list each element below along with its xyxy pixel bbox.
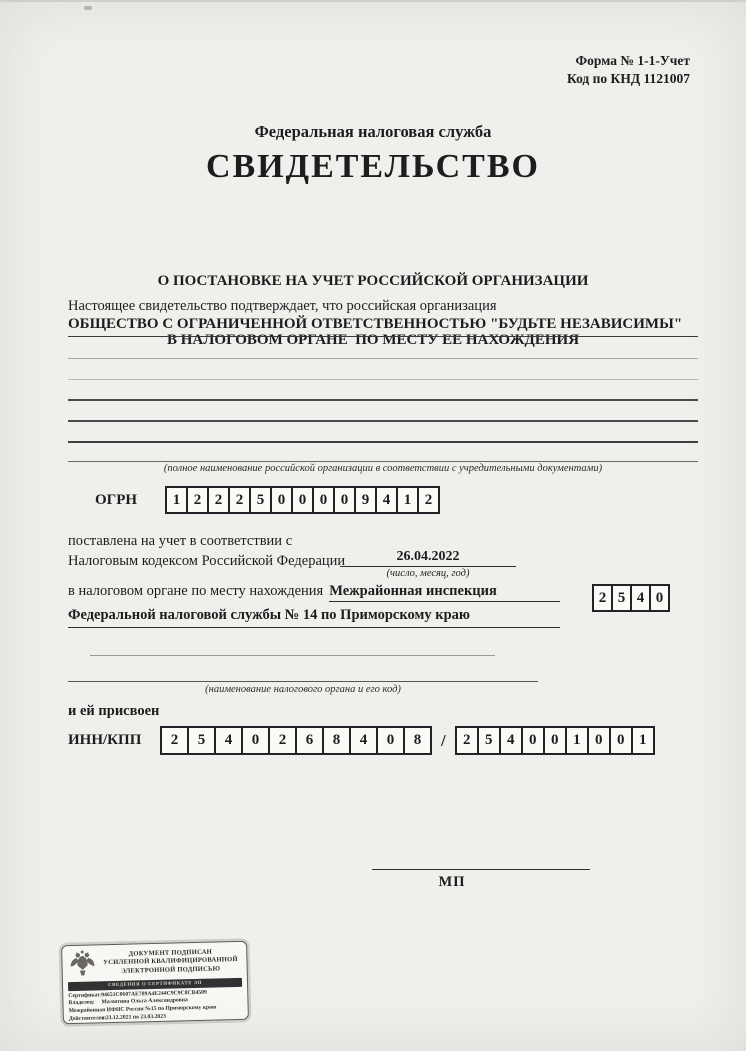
digit-cell: 1 bbox=[396, 488, 417, 512]
digit-cell: 2 bbox=[417, 488, 438, 512]
scan-speck-artifact bbox=[84, 6, 92, 10]
digit-cell: 8 bbox=[403, 728, 430, 753]
digit-cell: 8 bbox=[322, 728, 349, 753]
stamp-header-line-2: УСИЛЕННОЙ КВАЛИФИЦИРОВАННОЙ bbox=[103, 956, 238, 967]
ogrn-digit-boxes bbox=[165, 486, 440, 514]
blank-line bbox=[68, 358, 698, 359]
digit-cell: 5 bbox=[477, 728, 499, 753]
tax-office-code-boxes bbox=[592, 584, 670, 612]
knd-code: Код по КНД 1121007 bbox=[566, 71, 690, 87]
electronic-signature-stamp bbox=[61, 941, 249, 1025]
digit-cell: 4 bbox=[499, 728, 521, 753]
tax-office-line-1 bbox=[68, 583, 560, 602]
subtitle-line-2: В НАЛОГОВОМ ОРГАНЕ ПО МЕСТУ ЕЕ НАХОЖДЕНИЯ bbox=[166, 331, 580, 348]
stamp-row-label: Сертификат: bbox=[68, 991, 103, 999]
inn-kpp-row bbox=[68, 726, 655, 755]
stamp-details bbox=[67, 988, 244, 1024]
organization-name: ОБЩЕСТВО С ОГРАНИЧЕННОЙ ОТВЕТСТВЕННОСТЬЮ "БУДЬТЕ НЕЗАВИСИМЫ" bbox=[68, 316, 698, 337]
digit-cell: 0 bbox=[270, 488, 291, 512]
digit-cell: 9 bbox=[354, 488, 375, 512]
agency-name: Федеральная налоговая служба bbox=[254, 122, 492, 141]
stamp-certificate-bar: СВЕДЕНИЯ О СЕРТИФИКАТЕ ЭП bbox=[68, 978, 242, 991]
blank-line bbox=[68, 379, 698, 380]
form-number: Форма № 1-1-Учет bbox=[575, 53, 690, 68]
intro-text: Настоящее свидетельство подтверждает, что российская организация bbox=[68, 298, 497, 314]
stamp-row-label: Действителен: bbox=[68, 1015, 107, 1023]
digit-cell: 5 bbox=[187, 728, 214, 753]
digit-cell: 6 bbox=[295, 728, 322, 753]
seal-signature-line bbox=[372, 869, 590, 870]
blank-line bbox=[68, 681, 538, 682]
stamp-header-text bbox=[98, 948, 243, 977]
digit-cell: 0 bbox=[241, 728, 268, 753]
digit-cell: 0 bbox=[291, 488, 312, 512]
stamp-row-value: с 23.12.2021 по 23.03.2023 bbox=[101, 1014, 167, 1022]
registered-line-1: поставлена на учет в соответствии с bbox=[68, 533, 293, 549]
ogrn-row bbox=[95, 486, 440, 514]
stamp-row-value: 94651C0607AE789A4E244C9C9C8CB4509 bbox=[101, 989, 207, 998]
digit-cell: 2 bbox=[268, 728, 295, 753]
digit-cell: 2 bbox=[186, 488, 207, 512]
digit-cell: 0 bbox=[312, 488, 333, 512]
seal-placeholder-label: МП bbox=[438, 874, 466, 890]
kpp-digit-boxes bbox=[455, 726, 655, 755]
blank-line bbox=[68, 461, 698, 462]
digit-cell: 2 bbox=[228, 488, 249, 512]
digit-cell: 1 bbox=[565, 728, 587, 753]
stamp-row-value: Межрайонная ИФНС России №15 по Приморскому краю bbox=[68, 1004, 217, 1015]
digit-cell: 0 bbox=[333, 488, 354, 512]
double-headed-eagle-icon bbox=[66, 948, 99, 980]
digit-cell: 4 bbox=[375, 488, 396, 512]
tax-office-label: в налоговом органе по месту нахождения bbox=[68, 583, 324, 599]
digit-cell: 4 bbox=[214, 728, 241, 753]
digit-cell: 4 bbox=[630, 586, 649, 610]
digit-cell: 0 bbox=[609, 728, 631, 753]
digit-cell: 2 bbox=[170, 732, 179, 748]
digit-cell: 1 bbox=[172, 492, 181, 508]
stamp-header-line-1: ДОКУМЕНТ ПОДПИСАН bbox=[128, 948, 213, 958]
tax-office-value-2: Федеральной налоговой службы № 14 по Приморскому краю bbox=[68, 607, 560, 628]
assigned-label: и ей присвоен bbox=[68, 703, 160, 719]
stamp-row-value: Малютина Ольга Александровна bbox=[101, 997, 188, 1006]
registered-line-2: Налоговым кодексом Российской Федерации bbox=[68, 553, 346, 569]
document-title: СВИДЕТЕЛЬСТВО bbox=[206, 148, 540, 185]
blank-line bbox=[68, 420, 698, 422]
registration-date: 26.04.2022 bbox=[340, 549, 516, 567]
stamp-header-block bbox=[66, 945, 243, 980]
digit-cell: 0 bbox=[376, 728, 403, 753]
date-caption: (число, месяц, год) bbox=[386, 568, 470, 579]
digit-cell: 0 bbox=[649, 586, 668, 610]
digit-cell: 2 bbox=[462, 732, 471, 748]
digit-cell: 0 bbox=[521, 728, 543, 753]
inn-digit-boxes bbox=[160, 726, 432, 755]
digit-cell: 0 bbox=[543, 728, 565, 753]
subtitle-line-1: О ПОСТАНОВКЕ НА УЧЕТ РОССИЙСКОЙ ОРГАНИЗАЦИИ bbox=[157, 273, 589, 289]
form-info bbox=[567, 52, 690, 88]
inn-kpp-separator: / bbox=[441, 730, 446, 750]
digit-cell: 1 bbox=[631, 728, 653, 753]
digit-cell: 5 bbox=[611, 586, 630, 610]
inn-kpp-label: ИНН/КПП bbox=[68, 732, 142, 748]
digit-cell: 4 bbox=[349, 728, 376, 753]
tax-office-code-row bbox=[592, 584, 670, 612]
tax-office-caption: (наименование налогового органа и его код) bbox=[205, 684, 401, 695]
stamp-row-label: Владелец: bbox=[68, 999, 95, 1007]
blank-line bbox=[68, 441, 698, 443]
ogrn-label: ОГРН bbox=[95, 491, 138, 508]
blank-line bbox=[90, 655, 495, 656]
blank-line bbox=[68, 399, 698, 401]
organization-caption: (полное наименование российской организации в соответствии с учредительными документами) bbox=[163, 463, 603, 474]
tax-office-value-1: Межрайонная инспекция bbox=[329, 583, 560, 602]
digit-cell: 5 bbox=[249, 488, 270, 512]
scan-edge-artifact bbox=[0, 0, 746, 2]
digit-cell: 0 bbox=[587, 728, 609, 753]
registration-date-block bbox=[340, 549, 516, 579]
digit-cell: 2 bbox=[598, 590, 607, 606]
digit-cell: 2 bbox=[207, 488, 228, 512]
stamp-header-line-3: ЭЛЕКТРОННОЙ ПОДПИСЬЮ bbox=[121, 965, 221, 975]
